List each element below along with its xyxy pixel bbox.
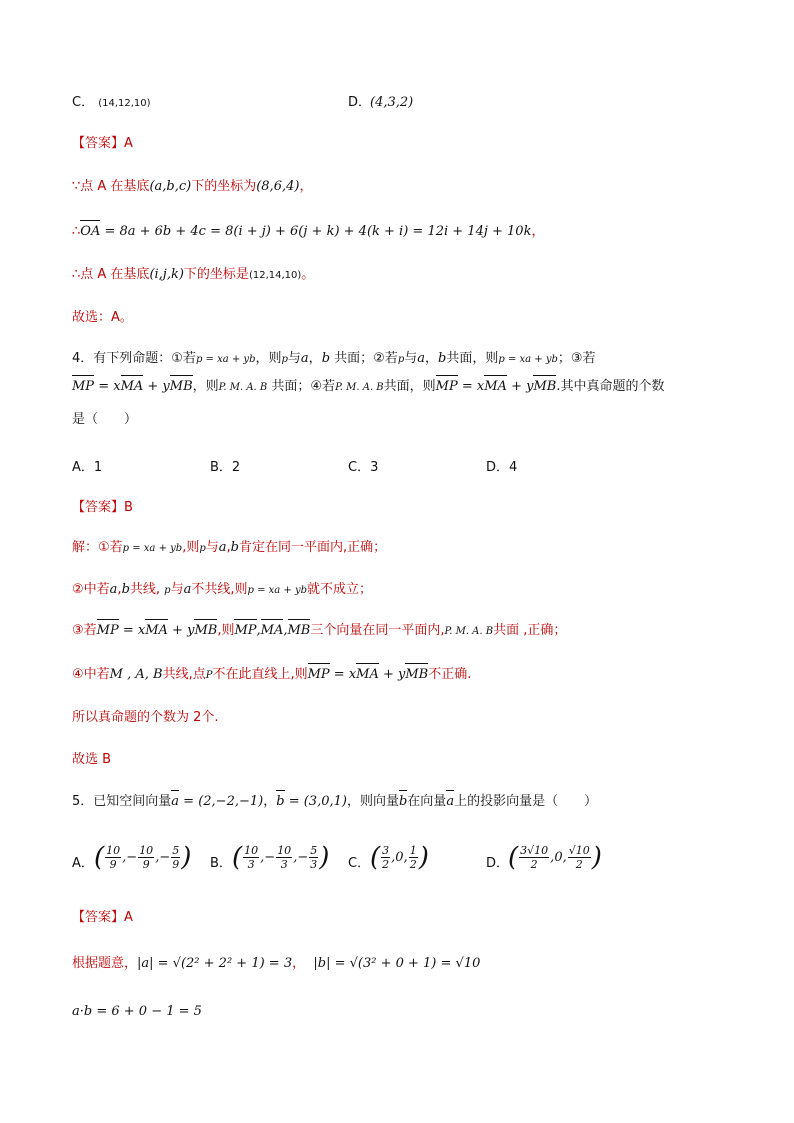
q4-line2 — [72, 377, 664, 398]
q5-c-f2-den: 2 — [409, 858, 417, 871]
answer5-line1 — [72, 954, 480, 974]
q5-vec-a: a — [171, 792, 179, 812]
q5-c-f1-num: 3 — [382, 844, 390, 857]
q4-l1-a: 4．有下列命题：①若 — [72, 351, 196, 366]
answer4-s3-points: P. M. A. B — [444, 626, 494, 637]
answer5-dot-product — [72, 1002, 202, 1022]
answer5-norm-a: |a| = √(2² + 2² + 1) = 3 — [137, 956, 293, 971]
q4-option-c: C．3 — [348, 460, 379, 475]
answer4-s1-e: 肯定在同一平面内,正确； — [238, 540, 387, 555]
q4-l1-b3: b — [438, 351, 447, 366]
answer4-s3-m2: + y — [167, 623, 195, 638]
q4-l2-vec-mb2: MB — [533, 377, 556, 397]
q5-option-b-value: ( $\frac{10}{3}$ ,− $\frac{10}{3}$ ,− $\frac{5}{3}$ ) — [232, 842, 330, 873]
answer4-s2-p: p — [164, 585, 171, 596]
answer4-s2-d: , — [117, 582, 122, 597]
answer3-l1-basis: (a,b,c) — [149, 179, 192, 194]
q5-d-mid: 0 — [554, 850, 563, 865]
answer3-line1 — [72, 177, 312, 197]
q5-m1: = (2,−2,−1) — [179, 794, 264, 809]
answer5-l1-a: 根据题意， — [72, 956, 138, 971]
answer4-s1-a2: a — [218, 540, 227, 555]
q5-b-f1-den: 3 — [247, 858, 255, 871]
answer4-step4 — [72, 665, 471, 686]
answer4-s4-d: 不正确. — [428, 667, 472, 682]
q5-c-f2-num: 1 — [409, 844, 417, 857]
answer4-s2-a2: a — [109, 582, 118, 597]
q5-c-mid: 0 — [395, 850, 404, 865]
option-d-value: (4,3,2) — [370, 95, 414, 110]
option-c-value: (14,12,10) — [98, 98, 151, 109]
q4-l2-d: .其中真命题的个数 — [556, 379, 665, 394]
q5-c: ，则向量 — [346, 794, 399, 809]
answer5-l1-b: ， — [292, 956, 306, 971]
q4-l2-a: ，则 — [192, 379, 219, 394]
answer5-norm-b: |b| = √(3² + 0 + 1) = √10 — [313, 956, 481, 971]
q5-a-f1-den: 9 — [109, 858, 117, 871]
q4-l1-formula2: p = xa + yb — [498, 354, 558, 365]
answer4-s3-m1: = x — [118, 623, 146, 638]
q5-d: 在向量 — [407, 794, 447, 809]
q4-l2-vec-mb: MB — [170, 377, 193, 397]
answer3-label: 【答案】A — [72, 136, 133, 151]
answer4-s3-c: 三个向量在同一平面内, — [310, 623, 445, 638]
q5-a: 5．已知空间向量 — [72, 794, 172, 809]
q5-e: 上的投影向量是（ ） — [454, 794, 598, 809]
answer4-s2-b2: b — [121, 582, 130, 597]
answer4-step1 — [72, 538, 386, 559]
q5-a-f1-num: 10 — [106, 844, 121, 857]
q4-l1-d: ， — [308, 351, 322, 366]
q4-l2-m2: + y — [143, 379, 170, 394]
q4-options-row — [72, 458, 732, 478]
q4-l2-m3: = x — [457, 379, 485, 394]
q5-d-f1-den: 2 — [530, 858, 538, 871]
q4-l1-p2: p — [397, 354, 405, 365]
answer4-s4-vec-mp: MP — [308, 665, 330, 685]
q5-a-f3-den: 9 — [172, 858, 180, 871]
q4-l2-points2: P. M. A. B — [335, 382, 384, 393]
q5-options-row — [72, 844, 732, 884]
option-d-label: D． — [348, 95, 372, 110]
q5-vec-b2: b — [399, 792, 407, 812]
q5-b-f2-num: 10 — [277, 844, 292, 857]
answer4-s2-b: 共线, — [129, 582, 161, 597]
answer4-s2-a: ②中若 — [72, 582, 110, 597]
answer4-s4-a: ④中若 — [72, 667, 110, 682]
q4-l1-c: 与 — [287, 351, 301, 366]
q4-l2-points: P. M. A. B — [218, 382, 268, 393]
answer3-l3-tail: 。 — [301, 267, 315, 282]
answer3-l2-vector-oa: OA — [80, 222, 100, 242]
q5-d-f2-den: 2 — [575, 858, 583, 871]
answer4-s1-c: 与 — [205, 540, 219, 555]
q4-option-d: D．4 — [486, 460, 518, 475]
answer4-conclusion: 故选 B — [72, 752, 112, 767]
q5-option-c-value: ( $\frac{3}{2}$ ,0, $\frac{1}{2}$ ) — [370, 842, 429, 873]
q5-a-f2-num: 10 — [139, 844, 154, 857]
q5-b-f1-num: 10 — [244, 844, 259, 857]
q4-l1-a2: a — [300, 351, 309, 366]
answer4-s3-d: 共面 ,正确； — [493, 623, 567, 638]
q4-l1-p: p — [281, 354, 288, 365]
answer4-s3-b: ,则 — [217, 623, 235, 638]
q5-option-b-label: B． — [210, 856, 232, 871]
answer3-line2 — [72, 222, 544, 242]
answer4-s4-points: M , A, B — [109, 667, 163, 682]
answer4-s4-c: 不在此直线上,则 — [212, 667, 308, 682]
answer4-s4-vec-ma: MA — [356, 665, 379, 685]
q5-vec-b: b — [276, 792, 284, 812]
q4-l1-formula1: p = xa + yb — [195, 354, 256, 365]
answer4-s1-p: p — [199, 543, 206, 554]
answer4-s2-c: 与 — [170, 582, 184, 597]
answer4-s3-comma2: , — [283, 623, 288, 638]
q5-d-f2-num: √10 — [568, 844, 590, 857]
answer3-line3 — [72, 265, 314, 286]
answer3-l1-mid: 下的坐标为 — [191, 179, 257, 194]
answer4-s3-vec-mp: MP — [97, 621, 119, 641]
answer3-l2-therefore: ∴ — [72, 224, 81, 239]
q5-c-f1-den: 2 — [382, 858, 390, 871]
q5-option-a-value: ( $\frac{10}{9}$ ,− $\frac{10}{9}$ ,− $\frac{5}{9}$ ) — [94, 842, 192, 873]
q5-d-f1-num: 3√10 — [520, 844, 549, 857]
q5-b-f3-num: 5 — [310, 844, 318, 857]
q5-option-d-label: D． — [486, 856, 510, 871]
q5-b-f3-den: 3 — [310, 858, 318, 871]
answer4-s1-d: , — [226, 540, 231, 555]
q4-l1-i: ；③若 — [557, 351, 596, 366]
answer4-s3-vec-mp2: MP — [234, 621, 256, 641]
answer4-step3 — [72, 621, 566, 642]
answer3-l3-coord: (12,14,10) — [248, 270, 302, 281]
q5-b-f2-den: 3 — [280, 858, 288, 871]
q4-l2-vec-ma2: MA — [484, 377, 507, 397]
q5-option-d-value: ( $\frac{3√10}{2}$ ,0, $\frac{√10}{2}$ ) — [508, 842, 602, 873]
q4-l1-f: 与 — [404, 351, 418, 366]
answer4-s3-comma1: , — [256, 623, 261, 638]
answer3-conclusion: 故选：A。 — [72, 310, 133, 325]
q4-l2-m4: + y — [506, 379, 534, 394]
q5-m2: = (3,0,1) — [284, 794, 347, 809]
prev-options-row — [72, 93, 414, 114]
answer4-s1-a: 解：①若 — [72, 540, 123, 555]
answer3-l2-expression: = 8a + 6b + 4c = 8(i + j) + 6(j + k) + 4(k + i) = 12i + 14j + 10k — [100, 224, 532, 239]
answer4-s2-a3: a — [183, 582, 192, 597]
answer3-l1-tail: ， — [299, 179, 313, 194]
answer4-s4-b: 共线,点 — [162, 667, 206, 682]
q4-l1-a3: a — [417, 351, 425, 366]
answer4-s2-f: 就不成立； — [307, 582, 373, 597]
answer4-step2 — [72, 580, 372, 601]
answer4-s2-e: 不共线,则 — [191, 582, 248, 597]
q5-a-f3-num: 5 — [172, 844, 180, 857]
answer4-s1-formula: p = xa + yb — [122, 543, 183, 554]
answer4-count: 所以真命题的个数为 2个. — [72, 710, 219, 725]
q4-l2-vec-mp: MP — [72, 377, 94, 397]
answer4-s3-vec-mb2: MB — [288, 621, 311, 641]
q4-l1-b: ，则 — [255, 351, 282, 366]
q4-l2-vec-mp2: MP — [436, 377, 458, 397]
answer4-s3-vec-mb: MB — [194, 621, 217, 641]
q5-b: ， — [263, 794, 277, 809]
q4-l2-b: 共面；④若 — [267, 379, 336, 394]
q5-vec-a2: a — [446, 792, 454, 812]
q4-l1-e: 共面；②若 — [330, 351, 398, 366]
q4-line3: 是（ ） — [72, 412, 138, 427]
q4-l2-vec-ma: MA — [121, 377, 144, 397]
answer4-label: 【答案】B — [72, 500, 133, 515]
q4-l2-c: 共面，则 — [383, 379, 436, 394]
answer4-s4-vec-mb: MB — [405, 665, 428, 685]
answer3-l1-prefix: ∵点 A 在基底 — [72, 179, 150, 194]
answer4-s1-b: ,则 — [182, 540, 200, 555]
q5-option-c-label: C． — [348, 856, 371, 871]
q5-option-a-label: A． — [72, 856, 94, 871]
q4-option-a: A．1 — [72, 460, 103, 475]
answer3-l3-prefix: ∴点 A 在基底 — [72, 267, 150, 282]
answer4-s2-formula: p = xa + yb — [247, 585, 308, 596]
answer4-s4-m2: + y — [378, 667, 406, 682]
answer3-l3-mid: 下的坐标是 — [183, 267, 249, 282]
q4-l2-m1: = x — [94, 379, 121, 394]
answer3-l2-tail: ， — [531, 224, 545, 239]
answer3-l1-coord: (8,6,4) — [256, 179, 300, 194]
option-c-label: C． — [72, 95, 95, 110]
answer4-s3-vec-ma2: MA — [261, 621, 284, 641]
q4-l1-g: ， — [425, 351, 439, 366]
answer4-s3-vec-ma: MA — [145, 621, 168, 641]
q4-option-b: B．2 — [210, 460, 241, 475]
q5-stem — [72, 792, 597, 812]
q4-l1-h: 共面，则 — [446, 351, 499, 366]
answer5-l2: a·b = 6 + 0 − 1 = 5 — [72, 1004, 202, 1019]
answer5-label: 【答案】A — [72, 910, 133, 925]
q5-a-f2-den: 9 — [142, 858, 150, 871]
q4-line1 — [72, 349, 596, 370]
answer4-s3-a: ③若 — [72, 623, 97, 638]
answer4-s4-m1: = x — [329, 667, 357, 682]
answer3-l3-basis: (i,j,k) — [149, 267, 184, 282]
answer4-s4-p: P — [205, 670, 213, 681]
q4-l1-b2: b — [321, 351, 331, 366]
answer4-s1-b2: b — [230, 540, 239, 555]
